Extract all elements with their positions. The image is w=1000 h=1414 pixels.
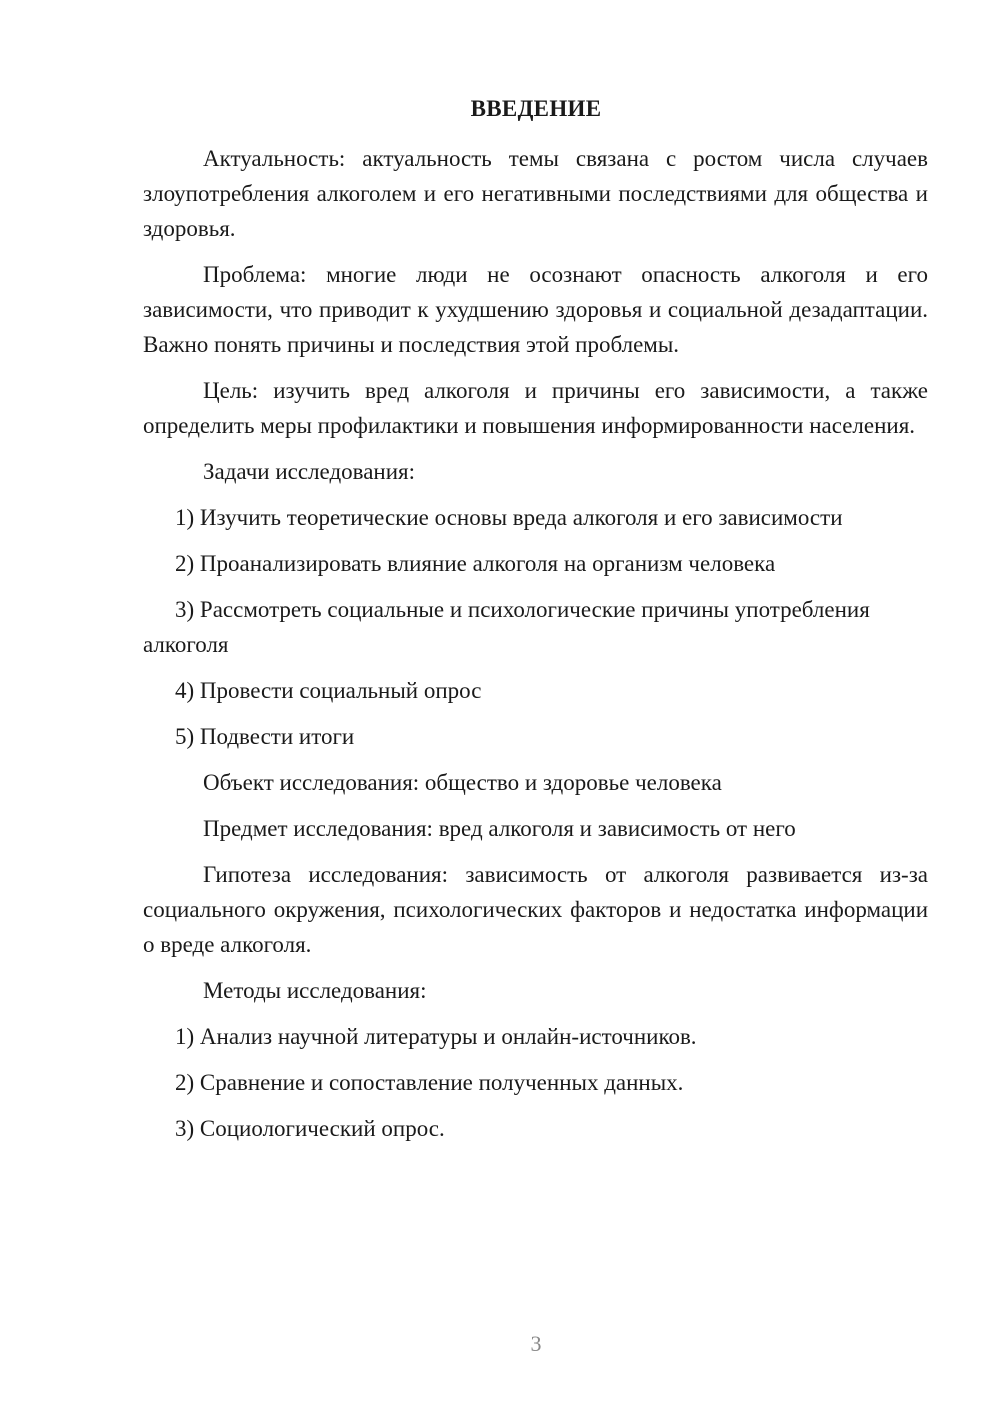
paragraph-goal: Цель: изучить вред алкоголя и причины его зависимости, а также определить меры профилактики и повышения информированности населения. [143, 378, 928, 438]
list-item: 4) Провести социальный опрос [175, 678, 482, 703]
page-title: ВВЕДЕНИЕ [470, 96, 602, 121]
paragraph-object: Объект исследования: общество и здоровье человека [203, 770, 722, 795]
list-item: 1) Анализ научной литературы и онлайн-источников. [175, 1024, 697, 1049]
paragraph-relevance: Актуальность: актуальность темы связана с ростом числа случаев злоупотребления алкоголем и его негативными последствиями для общества и здоровья. [143, 146, 928, 241]
methods-heading: Методы исследования: [203, 978, 427, 1003]
methods-list [143, 1019, 928, 1146]
tasks-heading: Задачи исследования: [203, 459, 416, 484]
page-number: 3 [530, 1331, 542, 1356]
list-item: 2) Сравнение и сопоставление полученных данных. [175, 1070, 684, 1095]
paragraph-subject: Предмет исследования: вред алкоголя и зависимость от него [203, 816, 796, 841]
document-body [143, 141, 928, 1157]
list-item: 5) Подвести итоги [175, 724, 355, 749]
list-item: 3) Социологический опрос. [175, 1116, 445, 1141]
list-item: 1) Изучить теоретические основы вреда алкоголя и его зависимости [175, 505, 843, 530]
list-item: 2) Проанализировать влияние алкоголя на организм человека [175, 551, 776, 576]
tasks-list [143, 500, 928, 754]
list-item: 3) Рассмотреть социальные и психологические причины употребления алкоголя [143, 597, 870, 657]
paragraph-problem: Проблема: многие люди не осознают опасность алкоголя и его зависимости, что приводит к ухудшению здоровья и социальной дезадаптации. Важно понять причины и последствия этой проблемы. [143, 262, 928, 357]
paragraph-hypothesis: Гипотеза исследования: зависимость от алкоголя развивается из-за социального окружения, психологических факторов и недостатка информации о вреде алкоголя. [143, 862, 928, 957]
